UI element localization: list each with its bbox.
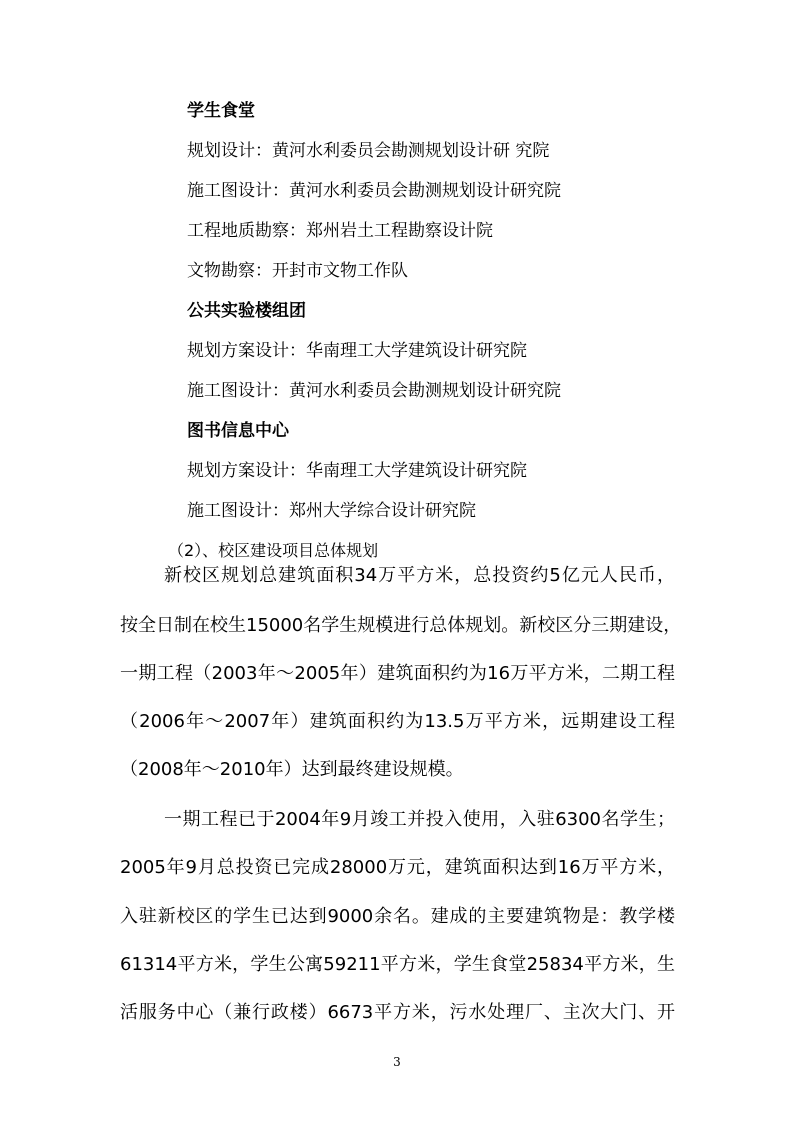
- list-item: 规划设计：黄河水利委员会勘测规划设计研 究院: [187, 141, 550, 161]
- subheading: （2）、校区建设项目总体规划: [168, 541, 379, 560]
- paragraph-line: 按全日制在校生15000名学生规模进行总体规划。新校区分三期建设，: [120, 615, 682, 636]
- paragraph-line: 入驻新校区的学生已达到9000余名。建成的主要建筑物是：教学楼: [120, 906, 675, 927]
- paragraph-line: 新校区规划总建筑面积34万平方米，总投资约5亿元人民币，: [164, 565, 675, 586]
- section-title-lab-complex: 公共实验楼组团: [187, 301, 306, 321]
- paragraph-line: 一期工程已于2004年9月竣工并投入使用，入驻6300名学生；: [164, 809, 675, 830]
- list-item: 规划方案设计：华南理工大学建筑设计研究院: [187, 341, 527, 361]
- paragraph-line: （2008年～2010年）达到最终建设规模。: [120, 759, 464, 780]
- list-item: 施工图设计：黄河水利委员会勘测规划设计研究院: [187, 381, 561, 401]
- paragraph-line: 一期工程（2003年～2005年）建筑面积约为16万平方米，二期工程: [120, 663, 675, 684]
- page-number: 3: [393, 1055, 401, 1069]
- list-item: 规划方案设计：华南理工大学建筑设计研究院: [187, 461, 527, 481]
- list-item: 文物勘察：开封市文物工作队: [187, 261, 408, 281]
- list-item: 工程地质勘察：郑州岩土工程勘察设计院: [187, 221, 493, 241]
- section-title-canteen: 学生食堂: [187, 101, 255, 121]
- list-item: 施工图设计：黄河水利委员会勘测规划设计研究院: [187, 181, 561, 201]
- paragraph-line: 活服务中心（兼行政楼）6673平方米，污水处理厂、主次大门、开: [120, 1002, 675, 1023]
- paragraph-line: （2006年～2007年）建筑面积约为13.5万平方米，远期建设工程: [120, 711, 675, 732]
- list-item: 施工图设计：郑州大学综合设计研究院: [187, 501, 476, 521]
- paragraph-line: 61314平方米，学生公寓59211平方米，学生食堂25834平方米，生: [120, 954, 675, 975]
- paragraph-line: 2005年9月总投资已完成28000万元，建筑面积达到16万平方米，: [120, 857, 675, 878]
- section-title-library: 图书信息中心: [187, 421, 289, 441]
